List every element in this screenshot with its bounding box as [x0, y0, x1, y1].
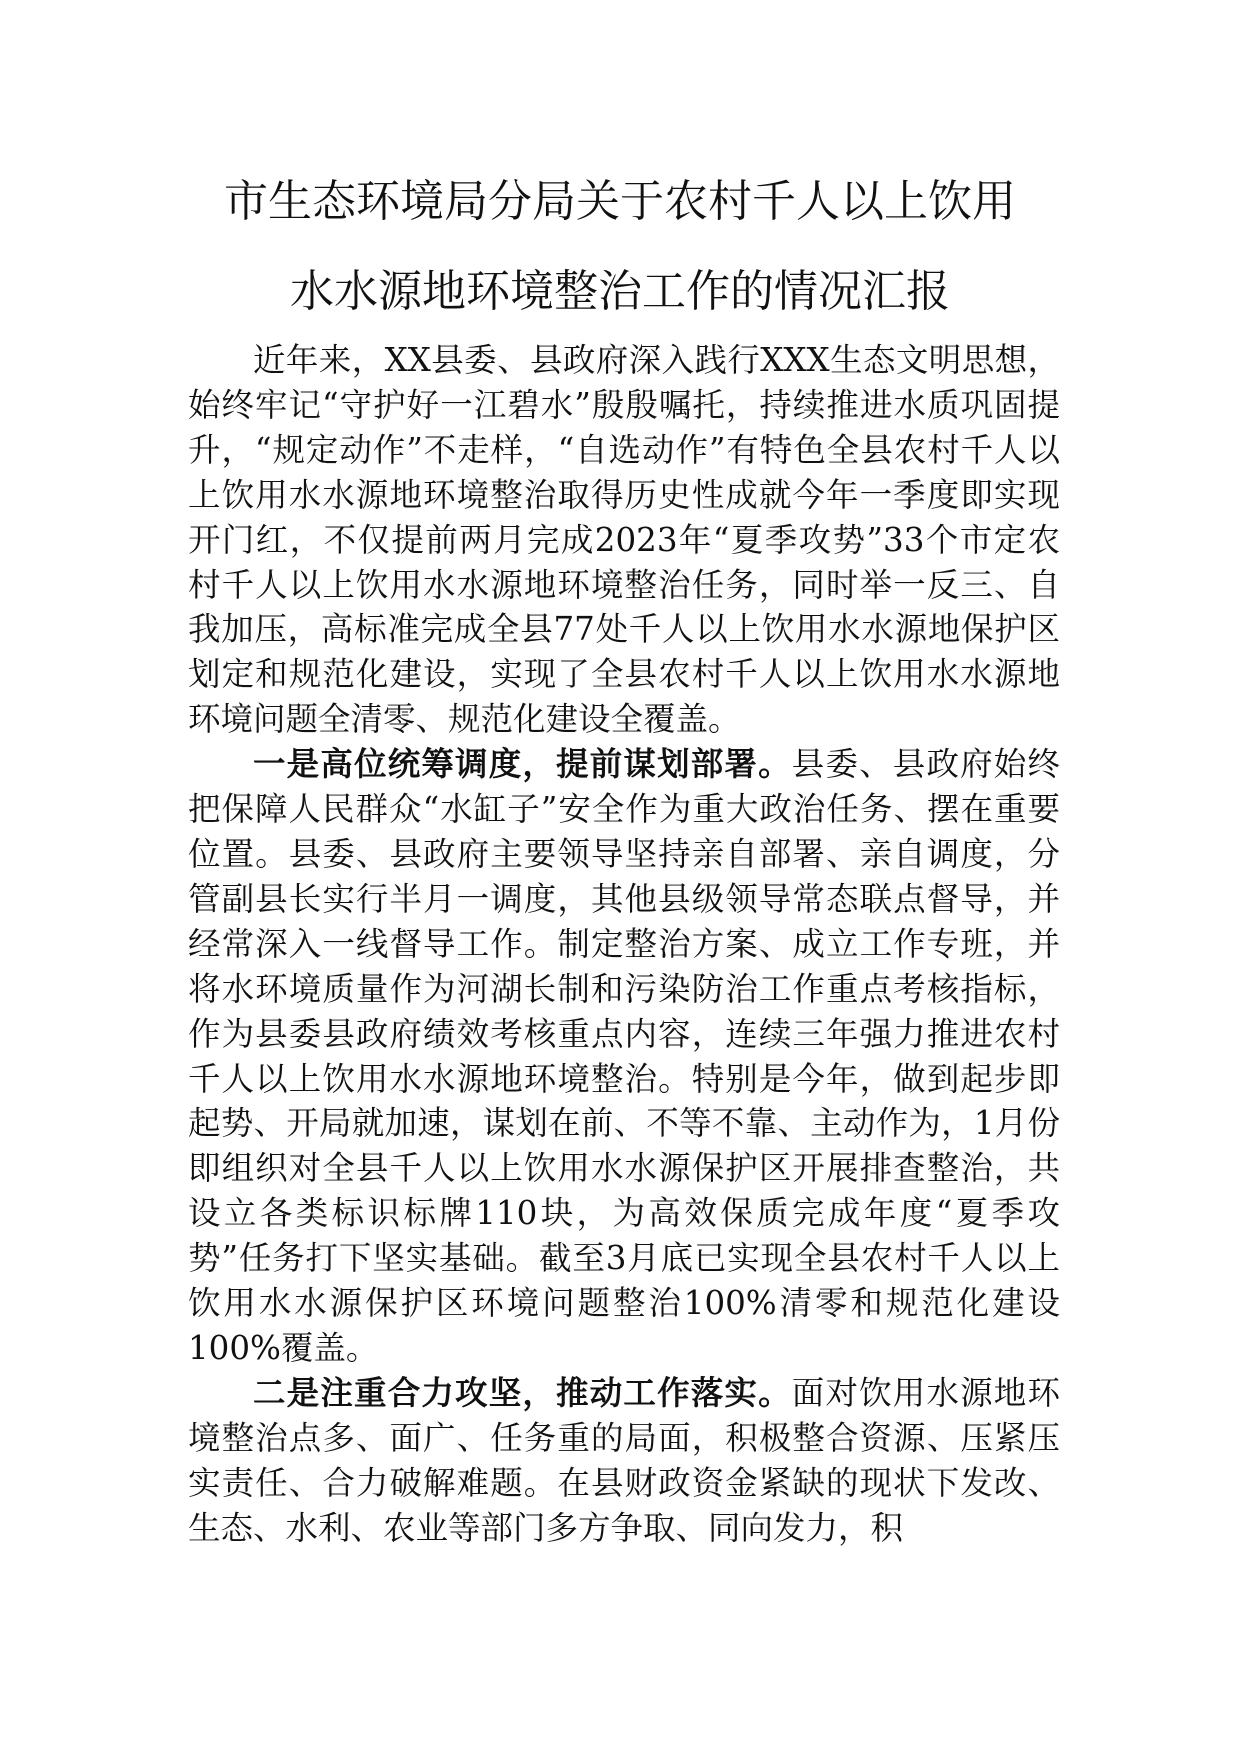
section-2-text: 面对饮用水源地环境整治点多、面广、任务重的局面，积极整合资源、压紧压实责任、合力破解难题。在县财政资金紧缺的现状下发改、生态、水利、农业等部门多方争取、同向发力，积: [188, 1373, 1060, 1547]
document-title-line-1: 市生态环境局分局关于农村千人以上饮用: [224, 176, 1016, 227]
section-1-heading: 一是高位统筹调度，提前谋划部署。: [253, 745, 792, 784]
paragraph-intro: [188, 338, 1060, 742]
paragraph-section-1: [188, 742, 1060, 1371]
document-title-line-2: 水水源地环境整治工作的情况汇报: [290, 266, 950, 317]
section-1-text: 县委、县政府始终把保障人民群众“水缸子”安全作为重大政治任务、摆在重要位置。县委、县政府主要领导坚持亲自部署、亲自调度，分管副县长实行半月一调度，其他县级领导常态联点督导，并经常深入一线督导工作。制定整治方案、成立工作专班，并将水环境质量作为河湖长制和污染防治工作重点考核指标，作为县委县政府绩效考核重点内容，连续三年强力推进农村千人以上饮用水水源地环境整治。特别是今年，做到起步即起势、开局就加速，谋划在前、不等不靠、主动作为，1月份即组织对全县千人以上饮用水水源保护区开展排查整治，共设立各类标识标牌110块，为高效保质完成年度“夏季攻势”任务打下坚实基础。截至3月底已实现全县农村千人以上饮用水水源保护区环境问题整治100%清零和规范化建设100%覆盖。: [188, 745, 1060, 1367]
paragraph-intro-text: 近年来，XX县委、县政府深入践行XXX生态文明思想，始终牢记“守护好一江碧水”殷殷嘱托，持续推进水质巩固提升，“规定动作”不走样，“自选动作”有特色全县农村千人以上饮用水水源地环境整治取得历史性成就今年一季度即实现开门红，不仅提前两月完成2023年“夏季攻势”33个市定农村千人以上饮用水水源地环境整治任务，同时举一反三、自我加压，高标准完成全县77处千人以上饮用水水源地保护区划定和规范化建设，实现了全县农村千人以上饮用水水源地环境问题全清零、规范化建设全覆盖。: [188, 341, 1060, 739]
paragraph-section-2: [188, 1371, 1060, 1551]
document-body: [188, 338, 1060, 1550]
section-2-heading: 二是注重合力攻坚，推动工作落实。: [253, 1373, 792, 1412]
